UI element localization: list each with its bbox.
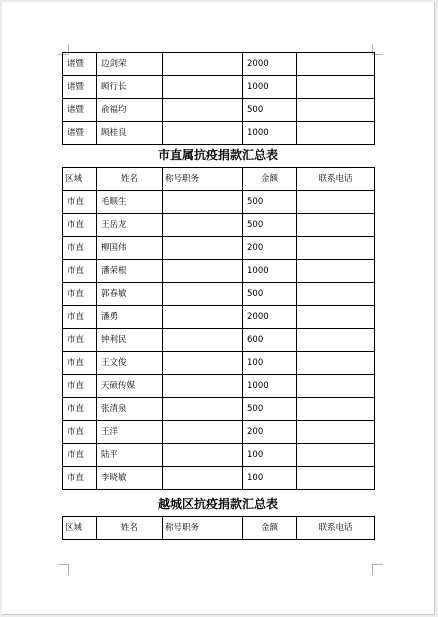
- cell-amount: 500: [243, 191, 297, 214]
- cell-title-position: [163, 76, 243, 99]
- cell-region: 市直: [63, 352, 97, 375]
- cell-title-position: [163, 352, 243, 375]
- table-row: [63, 467, 375, 490]
- cell-amount: 500: [243, 283, 297, 306]
- section-title-shizhi: 市直属抗疫捐款汇总表: [157, 148, 278, 162]
- cell-amount: 100: [243, 352, 297, 375]
- cell-amount: 1000: [243, 76, 297, 99]
- header-title-position: 称号职务: [163, 517, 243, 540]
- cell-title-position: [163, 214, 243, 237]
- cell-name: 潘荣根: [97, 260, 163, 283]
- cell-title-position: [163, 99, 243, 122]
- cell-phone: [297, 214, 375, 237]
- cell-name: 郭春敏: [97, 283, 163, 306]
- table-row: [63, 352, 375, 375]
- cell-title-position: [163, 191, 243, 214]
- cell-region: 市直: [63, 283, 97, 306]
- table-row: [63, 237, 375, 260]
- cell-region: 市直: [63, 467, 97, 490]
- table-row: [63, 421, 375, 444]
- cell-title-position: [163, 306, 243, 329]
- margin-mark-bottom-right: [372, 564, 383, 575]
- header-amount: 金额: [243, 517, 297, 540]
- cell-title-position: [163, 283, 243, 306]
- cell-phone: [297, 122, 375, 145]
- table-row: [63, 53, 375, 76]
- margin-mark-bottom-left: [58, 564, 69, 575]
- header-region: 区域: [63, 517, 97, 540]
- table-row: [63, 283, 375, 306]
- cell-region: 诸暨: [63, 76, 97, 99]
- cell-amount: 100: [243, 467, 297, 490]
- cell-amount: 500: [243, 99, 297, 122]
- cell-name: 张清泉: [97, 398, 163, 421]
- cell-name: 钟利民: [97, 329, 163, 352]
- cell-region: 市直: [63, 398, 97, 421]
- table-row: [63, 375, 375, 398]
- cell-phone: [297, 375, 375, 398]
- document-page: [2, 2, 435, 615]
- cell-phone: [297, 191, 375, 214]
- table-header-row: [63, 168, 375, 191]
- cell-amount: 2000: [243, 53, 297, 76]
- cell-name: 王洋: [97, 421, 163, 444]
- cell-amount: 1000: [243, 375, 297, 398]
- header-name: 姓名: [97, 168, 163, 191]
- cell-phone: [297, 53, 375, 76]
- header-name: 姓名: [97, 517, 163, 540]
- cell-amount: 1000: [243, 122, 297, 145]
- cell-title-position: [163, 122, 243, 145]
- table-row: [63, 398, 375, 421]
- cell-title-position: [163, 260, 243, 283]
- table-row: [63, 260, 375, 283]
- cell-phone: [297, 467, 375, 490]
- cell-phone: [297, 99, 375, 122]
- cell-region: 市直: [63, 375, 97, 398]
- cell-region: 市直: [63, 421, 97, 444]
- cell-name: 天硕传媒: [97, 375, 163, 398]
- cell-phone: [297, 352, 375, 375]
- table-row: [63, 122, 375, 145]
- cell-phone: [297, 260, 375, 283]
- cell-title-position: [163, 444, 243, 467]
- cell-name: 王岳龙: [97, 214, 163, 237]
- cell-region: 市直: [63, 237, 97, 260]
- table-row: [63, 76, 375, 99]
- cell-phone: [297, 329, 375, 352]
- header-region: 区域: [63, 168, 97, 191]
- cell-title-position: [163, 53, 243, 76]
- cell-phone: [297, 306, 375, 329]
- cell-phone: [297, 421, 375, 444]
- cell-phone: [297, 76, 375, 99]
- cell-region: 市直: [63, 191, 97, 214]
- header-phone: 联系电话: [297, 168, 375, 191]
- cell-name: 边剑荣: [97, 53, 163, 76]
- cell-title-position: [163, 467, 243, 490]
- cell-phone: [297, 444, 375, 467]
- cell-name: 俞福均: [97, 99, 163, 122]
- section-title-yuecheng: 越城区抗疫捐款汇总表: [157, 497, 278, 511]
- header-phone: 联系电话: [297, 517, 375, 540]
- cell-region: 市直: [63, 306, 97, 329]
- cell-name: 柳国伟: [97, 237, 163, 260]
- cell-amount: 200: [243, 421, 297, 444]
- table-header-row: [63, 517, 375, 540]
- cell-name: 李晓敏: [97, 467, 163, 490]
- cell-region: 诸暨: [63, 53, 97, 76]
- cell-amount: 2000: [243, 306, 297, 329]
- cell-name: 顾桂良: [97, 122, 163, 145]
- table-row: [63, 329, 375, 352]
- cell-name: 王文俊: [97, 352, 163, 375]
- cell-region: 市直: [63, 444, 97, 467]
- cell-title-position: [163, 421, 243, 444]
- cell-region: 市直: [63, 329, 97, 352]
- cell-amount: 1000: [243, 260, 297, 283]
- cell-title-position: [163, 375, 243, 398]
- donation-table-shizhi: [62, 167, 375, 490]
- cell-amount: 600: [243, 329, 297, 352]
- table-row: [63, 444, 375, 467]
- cell-amount: 500: [243, 214, 297, 237]
- cell-region: 诸暨: [63, 99, 97, 122]
- cell-amount: 100: [243, 444, 297, 467]
- cell-phone: [297, 237, 375, 260]
- table-row: [63, 99, 375, 122]
- cell-name: 毛顺生: [97, 191, 163, 214]
- cell-phone: [297, 398, 375, 421]
- cell-region: 市直: [63, 214, 97, 237]
- table-row: [63, 214, 375, 237]
- header-amount: 金额: [243, 168, 297, 191]
- cell-title-position: [163, 329, 243, 352]
- cell-name: 顾行长: [97, 76, 163, 99]
- cell-region: 诸暨: [63, 122, 97, 145]
- cell-title-position: [163, 398, 243, 421]
- cell-name: 陆平: [97, 444, 163, 467]
- cell-name: 潘勇: [97, 306, 163, 329]
- table-row: [63, 306, 375, 329]
- cell-title-position: [163, 237, 243, 260]
- cell-amount: 200: [243, 237, 297, 260]
- donation-table-zhuji: [62, 52, 375, 145]
- cell-amount: 500: [243, 398, 297, 421]
- cell-phone: [297, 283, 375, 306]
- donation-table-yuecheng: [62, 516, 375, 540]
- header-title-position: 称号职务: [163, 168, 243, 191]
- cell-region: 市直: [63, 260, 97, 283]
- table-row: [63, 191, 375, 214]
